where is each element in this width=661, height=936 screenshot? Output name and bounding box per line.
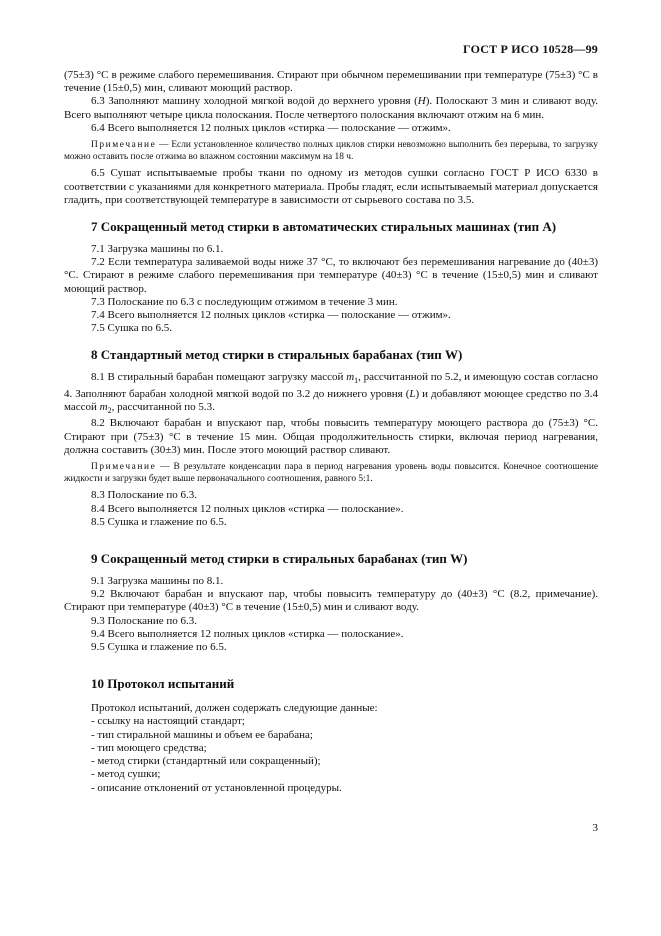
section-9-heading: 9 Сокращенный метод стирки в стиральных барабанах (тип W) [91,551,468,567]
lower-level-symbol: L [409,387,416,400]
paragraph-8-1 [64,371,598,417]
paragraph-8-1-part-a: 8.1 В стиральный барабан помещают загрузку массой [91,371,347,384]
upper-level-symbol: H [417,95,426,108]
paragraph-6-3-part-a: 6.3 Заполняют машину холодной мягкой водой до верхнего уровня ( [91,95,418,108]
report-list-item: - метод сушки; [91,768,161,781]
paragraph-8-1-part-d: , рассчитанной по 5.3. [111,401,215,414]
paragraph-7-4: 7.4 Всего выполняется 12 полных циклов «стирка — полоскание — отжим». [91,309,451,322]
mass-symbol-m2: m [99,401,108,414]
paragraph-8-3: 8.3 Полоскание по 6.3. [91,489,198,502]
paragraph-8-2: 8.2 Включают барабан и впускают пар, чтобы повысить температуру моющего раствора до (75±3) °С. Стирают при (75±3) °С в течение 15 мин. Общая продолжительность стирки, включая период нагревания, должна составить (30±3) мин. После этого моющий раствор сливают. [64,417,598,456]
paragraph-8-5: 8.5 Сушка и глажение по 6.5. [91,515,227,528]
paragraph-6-3-part-b: ). Полоскают 3 мин и сливают воду. Всего выполняют четыре цикла полоскания. После четвертого полоскания включают отжим на 6 мин. [64,95,598,121]
page-number: 3 [592,822,598,834]
paragraph-9-5: 9.5 Сушка и глажение по 6.5. [91,641,227,654]
section-7-heading: 7 Сокращенный метод стирки в автоматических стиральных машинах (тип А) [91,219,557,235]
paragraph-7-5: 7.5 Сушка по 6.5. [91,322,172,335]
paragraph-6-4: 6.4 Всего выполняется 12 полных циклов «стирка — полоскание — отжим». [91,121,451,134]
note-text: — Если установленное количество полных циклов стирки невозможно выполнить без перерыва, то загрузку можно оставить после отжима во влажном состоянии максимум на 18 ч. [64,140,598,163]
document-header: ГОСТ Р ИСО 10528—99 [463,42,598,56]
mass-subscript-2: 2 [107,406,112,416]
note-6 [64,139,598,163]
paragraph-6-3 [64,95,598,121]
paragraph-8-1-part-b: , рассчитанной по 5.2, и имеющую состав согласно 4. Заполняют барабан холодной мягкой водой по 3.2 до нижнего уровня ( [64,371,598,400]
paragraph-9-4: 9.4 Всего выполняется 12 полных циклов «стирка — полоскание». [91,627,404,640]
mass-symbol-m1: m [346,371,355,384]
paragraph-7-1: 7.1 Загрузка машины по 6.1. [91,243,224,256]
note-label: Примечание [91,462,157,473]
note-label: Примечание [91,140,157,151]
paragraph-6-2-continuation: (75±3) °С в режиме слабого перемешивания. Стирают при обычном перемешивании при температуре (75±3) °С в течение (15±0,5) мин, сливают моющий раствор. [64,69,598,95]
report-intro: Протокол испытаний, должен содержать следующие данные: [91,702,378,715]
report-list-item: - тип моющего средства; [91,741,207,754]
report-list-item: - ссылку на настоящий стандарт; [91,715,245,728]
report-list-item: - тип стиральной машины и объем ее барабана; [91,728,313,741]
paragraph-9-2: 9.2 Включают барабан и впускают пар, чтобы повысить температуру до (40±3) °С (8.2, примечание). Стирают при температуре (40±3) °С в течение (15±0,5) мин и сливают воду. [64,588,598,614]
paragraph-9-1: 9.1 Загрузка машины по 8.1. [91,575,224,588]
note-text: — В результате конденсации пара в период нагревания уровень воды повысится. Конечное соотношение жидкости и загрузки будет выше первоначального соотношения, равного 5:1. [64,462,598,485]
page-content [64,69,598,795]
paragraph-8-4: 8.4 Всего выполняется 12 полных циклов «стирка — полоскание». [91,502,404,515]
section-10-heading: 10 Протокол испытаний [91,676,235,692]
paragraph-8-1-part-c: ) и добавляют моющее средство по 3.4 массой [64,387,598,414]
paragraph-7-2: 7.2 Если температура заливаемой воды ниже 37 °С, то включают без перемешивания нагревание до (40±3) °С. Стирают в режиме слабого перемешивания при температуре (40±3) °С в течение (15±0,5) мин и сливают моющий раствор. [64,256,598,295]
paragraph-6-5: 6.5 Сушат испытываемые пробы ткани по одному из методов сушки согласно ГОСТ Р ИСО 6330 в соответствии с указаниями для конкретного материала. Пробы гладят, если испытываемый материал допускается гладить, при соответствующей температуре в зависимости от сырьевого состава по 3.5. [64,167,598,206]
report-list-item: - описание отклонений от установленной процедуры. [91,781,342,794]
note-8 [64,461,598,485]
report-list-item: - метод стирки (стандартный или сокращенный); [91,755,321,768]
mass-subscript-1: 1 [354,376,359,386]
section-8-heading: 8 Стандартный метод стирки в стиральных барабанах (тип W) [91,347,463,363]
paragraph-7-3: 7.3 Полоскание по 6.3 с последующим отжимом в течение 3 мин. [91,295,398,308]
paragraph-9-3: 9.3 Полоскание по 6.3. [91,614,198,627]
